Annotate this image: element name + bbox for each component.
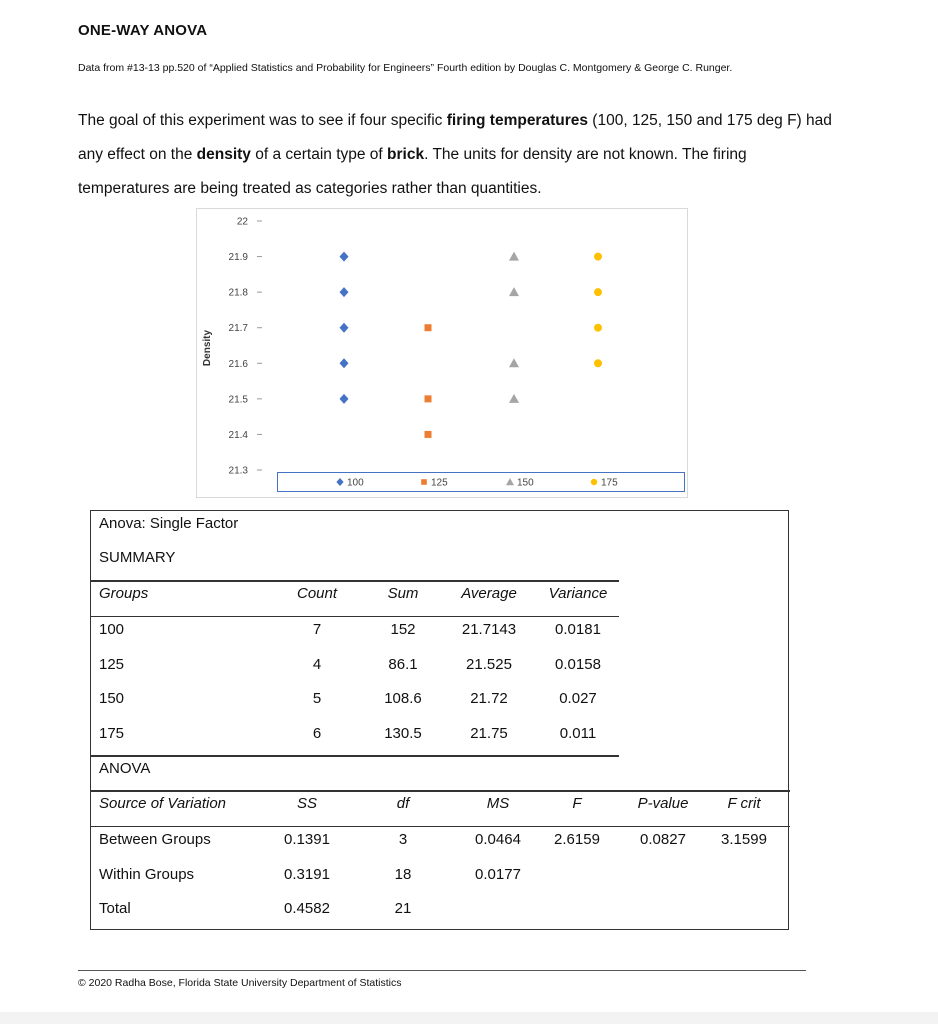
- anova-cell: 3.1599: [721, 831, 767, 848]
- chart-frame: [197, 209, 688, 498]
- y-tick-label: 21.5: [228, 394, 248, 406]
- anova-cell: 0.0177: [475, 865, 521, 883]
- point-125: [425, 395, 432, 402]
- summary-cell: 86.1: [388, 655, 418, 673]
- summary-cell: 0.011: [559, 724, 597, 742]
- summary-cell: 5: [312, 690, 322, 707]
- anova-cell: 0.0827: [640, 831, 686, 848]
- anova-header-rule: [91, 826, 790, 827]
- summary-cell: 152: [390, 621, 416, 638]
- y-tick-label: 21.9: [228, 252, 248, 264]
- anova-source-within-groups: Within Groups: [99, 865, 195, 883]
- y-tick-label: 21.6: [228, 358, 248, 370]
- y-axis-label-group: [202, 330, 213, 367]
- anova-source-between-groups: Between Groups: [99, 831, 211, 848]
- y-tick-label: 21.3: [228, 465, 248, 477]
- summary-header-rule: [91, 616, 619, 617]
- summary-cell: 21.525: [466, 655, 512, 673]
- anova-col-p-value: P-value: [637, 795, 689, 812]
- footer-copyright: © 2020 Radha Bose, Florida State University Department of Statistics: [78, 977, 402, 989]
- summary-cell: 21.75: [470, 724, 508, 742]
- summary-cell: 4: [312, 655, 322, 673]
- intro-text-2: (100, 125, 150 and 175 deg F) had any effect on the: [78, 112, 832, 163]
- anova-cell: 0.1391: [284, 831, 330, 848]
- summary-cell: 21.7143: [461, 621, 517, 638]
- footer-divider: [78, 970, 806, 971]
- anova-top-rule: [91, 790, 790, 792]
- data-source-note: Data from #13-13 pp.520 of “Applied Statistics and Probability for Engineers” Fourth edition by Douglas C. Montgomery & George C. Runger.: [78, 62, 733, 74]
- intro-bold-density: density: [196, 146, 251, 163]
- legend-marker-125: [421, 479, 427, 485]
- anova-cell: 0.0464: [475, 831, 521, 848]
- summary-group-150: 150: [99, 690, 125, 707]
- summary-cell: 21.72: [470, 690, 508, 707]
- point-175: [594, 324, 602, 332]
- y-tick-label: 21.8: [228, 287, 248, 299]
- summary-group-125: 125: [99, 655, 125, 673]
- summary-bottom-rule: [91, 755, 619, 757]
- summary-cell: 108.6: [384, 690, 422, 707]
- legend-label-150: 150: [517, 477, 534, 489]
- summary-cell: 0.0158: [555, 655, 601, 673]
- chart-legend: [278, 473, 685, 492]
- y-tick-label: 21.4: [228, 429, 248, 441]
- summary-top-rule: [91, 580, 619, 582]
- intro-text-3: of a certain type of: [250, 146, 388, 163]
- anova-col-ss: SS: [296, 795, 317, 812]
- density-scatter-chart: [196, 208, 688, 498]
- summary-col-sum: Sum: [387, 585, 419, 602]
- intro-text-1: The goal of this experiment was to see if four specific: [78, 112, 447, 129]
- summary-col-groups: Groups: [99, 585, 149, 602]
- anova-col-f-crit: F crit: [727, 795, 761, 812]
- y-tick-label: 22: [236, 216, 248, 228]
- anova-table: [90, 510, 789, 930]
- summary-col-variance: Variance: [548, 585, 608, 602]
- point-175: [594, 253, 602, 261]
- summary-group-175: 175: [99, 724, 125, 742]
- summary-col-count: Count: [296, 585, 338, 602]
- summary-cell: 0.027: [559, 690, 597, 707]
- page-title: ONE-WAY ANOVA: [78, 22, 208, 39]
- summary-cell: 130.5: [384, 724, 422, 742]
- anova-cell: 3: [398, 831, 408, 848]
- anova-cell: 2.6159: [554, 831, 600, 848]
- anova-label: ANOVA: [99, 760, 151, 777]
- point-175: [594, 288, 602, 296]
- anova-col-ms: MS: [486, 795, 510, 812]
- legend-label-125: 125: [431, 477, 448, 489]
- anova-col-source: Source of Variation: [99, 795, 227, 812]
- point-125: [425, 324, 432, 331]
- anova-col-f: F: [572, 795, 582, 812]
- bottom-scroll-edge: [0, 1012, 938, 1024]
- anova-cell: 0.3191: [284, 865, 330, 883]
- legend-marker-175: [591, 479, 597, 485]
- intro-bold-firing-temperatures: firing temperatures: [446, 112, 588, 129]
- summary-group-100: 100: [99, 621, 125, 638]
- anova-cell: 0.4582: [284, 900, 330, 917]
- intro-text-4: . The units for density are not known. The firing temperatures are being treated as categories rather than quantities.: [78, 146, 747, 197]
- summary-cell: 7: [312, 621, 322, 638]
- point-125: [425, 431, 432, 438]
- y-tick-label: 21.7: [228, 323, 248, 335]
- intro-bold-brick: brick: [387, 146, 425, 163]
- anova-header: Anova: Single Factor: [99, 515, 239, 532]
- anova-col-df: df: [396, 795, 410, 812]
- anova-cell: 21: [394, 900, 412, 917]
- point-175: [594, 359, 602, 367]
- summary-label: SUMMARY: [99, 549, 176, 566]
- legend-label-175: 175: [601, 477, 618, 489]
- intro-paragraph: [78, 104, 838, 206]
- legend-label-100: 100: [347, 477, 364, 489]
- summary-cell: 0.0181: [555, 621, 601, 638]
- anova-source-total: Total: [99, 900, 131, 917]
- y-axis-label: Density: [202, 329, 213, 367]
- summary-col-average: Average: [461, 585, 517, 602]
- summary-cell: 6: [312, 724, 322, 742]
- anova-cell: 18: [394, 865, 412, 883]
